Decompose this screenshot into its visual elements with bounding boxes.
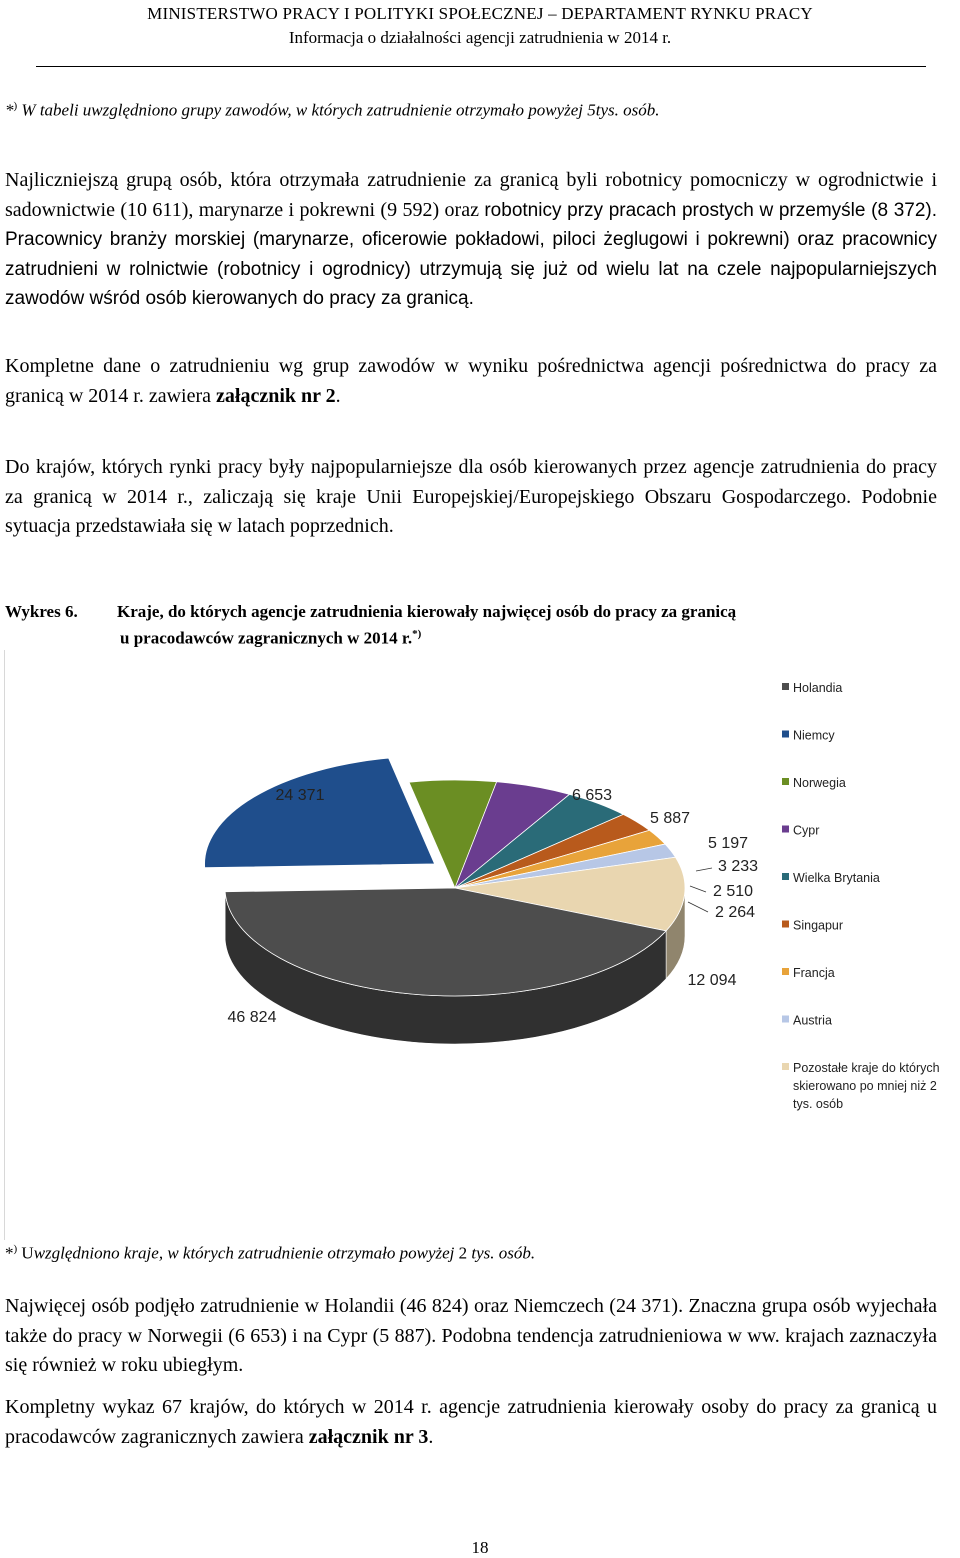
header-report-title: Informacja o działalności agencji zatrudnienia w 2014 r. (0, 26, 960, 50)
legend-label: Norwegia (793, 776, 846, 790)
annex-2-ref: załącznik nr 2 (216, 385, 336, 407)
pie-value-label: 5 197 (708, 835, 748, 852)
paragraph-occupations: Najliczniejszą grupą osób, która otrzymała zatrudnienie za granicą byli robotnicy pomocniczy w ogrodnictwie i sadownictwie (10 611), marynarze i pokrewni (9 592) oraz robotnicy przy pracach prostych w przemyśle (8 372). Pracownicy branży morskiej (marynarze, oficerowie pokładowi, piloci żeglugowi i pokrewni) oraz pracownicy zatrudnieni w rolnictwie (robotnicy i ogrodnicy) utrzymują się już od wielu lat na czele najpopularniejszych zawodów wśród osób kierowanych do pracy za granicą. (5, 166, 937, 314)
pie-chart (0, 650, 960, 1250)
chart-caption-line2: u pracodawców zagranicznych w 2014 r. (120, 629, 412, 648)
legend-label: Niemcy (793, 729, 835, 743)
paragraph-annex-2: Kompletne dane o zatrudnieniu wg grup zawodów w wyniku pośrednictwa agencji pośrednictwa do pracy za granicą w 2014 r. zawiera załącznik nr 2. (5, 352, 937, 411)
legend-label: Pozostałe kraje do których skierowano po mniej niż 2 tys. osób (793, 1061, 940, 1111)
page-number: 18 (0, 1538, 960, 1558)
legend-label: Austria (793, 1014, 832, 1028)
legend-label: Singapur (793, 919, 843, 933)
pie-leader-line (688, 902, 708, 912)
page-header (0, 2, 960, 50)
paragraph-annex-3: Kompletny wykaz 67 krajów, do których w 2014 r. agencje zatrudnienia kierowały osoby do pracy za granicą u pracodawców zagranicznych zawiera załącznik nr 3. (5, 1393, 937, 1452)
pie-value-label: 12 094 (688, 972, 737, 989)
legend-swatch (782, 778, 789, 785)
pie-leader-line (690, 886, 706, 892)
pie-value-label: 5 887 (650, 810, 690, 827)
chart-caption: Wykres 6. Kraje, do których agencje zatrudnienia kierowały najwięcej osób do pracy za granicą u pracodawców zagranicznych w 2014 r.*) (5, 601, 937, 650)
legend-label: Wielka Brytania (793, 871, 880, 885)
legend-label: Cypr (793, 824, 819, 838)
pie-value-label: 46 824 (228, 1009, 277, 1026)
chart-footnote: *) Uwzględniono kraje, w których zatrudnienie otrzymało powyżej 2 tys. osób. (5, 1243, 535, 1264)
header-rule (36, 66, 926, 67)
pie-value-label: 24 371 (276, 787, 325, 804)
annex-3-ref: załącznik nr 3 (309, 1426, 429, 1448)
chart-caption-line1: Kraje, do których agencje zatrudnienia kierowały najwięcej osób do pracy za granicą (117, 602, 736, 621)
legend-swatch (782, 1063, 789, 1070)
chart-legend (782, 681, 940, 1111)
legend-swatch (782, 968, 789, 975)
pie-slice-niemcy (205, 758, 435, 868)
chart-caption-label: Wykres 6. (5, 601, 117, 623)
pie-value-label: 6 653 (572, 787, 612, 804)
table-footnote: *) W tabeli uwzględniono grupy zawodów, w których zatrudnienie otrzymało powyżej 5tys. osób. (5, 100, 660, 121)
legend-swatch (782, 826, 789, 833)
pie-leader-line (696, 868, 712, 871)
header-ministry: MINISTERSTWO PRACY I POLITYKI SPOŁECZNEJ – DEPARTAMENT RYNKU PRACY (0, 2, 960, 26)
paragraph-countries: Do krajów, których rynki pracy były najpopularniejsze dla osób kierowanych przez agencje zatrudnienia do pracy za granicą w 2014 r., zaliczają się kraje Unii Europejskiej/Europejskiego Obszaru Gospodarczego. Podobnie sytuacja przedstawiała się w latach poprzednich. (5, 453, 937, 542)
legend-swatch (782, 873, 789, 880)
paragraph-top-countries: Najwięcej osób podjęło zatrudnienie w Holandii (46 824) oraz Niemczech (24 371). Znaczna grupa osób wyjechała także do pracy w Norwegii (6 653) i na Cypr (5 887). Podobna tendencja zatrudnieniowa w ww. krajach zaznaczyła się również w roku ubiegłym. (5, 1292, 937, 1381)
legend-swatch (782, 921, 789, 928)
pie-value-label: 2 264 (715, 904, 755, 921)
legend-swatch (782, 731, 789, 738)
legend-swatch (782, 683, 789, 690)
pie-value-label: 2 510 (713, 883, 753, 900)
legend-swatch (782, 1016, 789, 1023)
legend-label: Holandia (793, 681, 842, 695)
legend-label: Francja (793, 966, 835, 980)
pie-value-label: 3 233 (718, 858, 758, 875)
